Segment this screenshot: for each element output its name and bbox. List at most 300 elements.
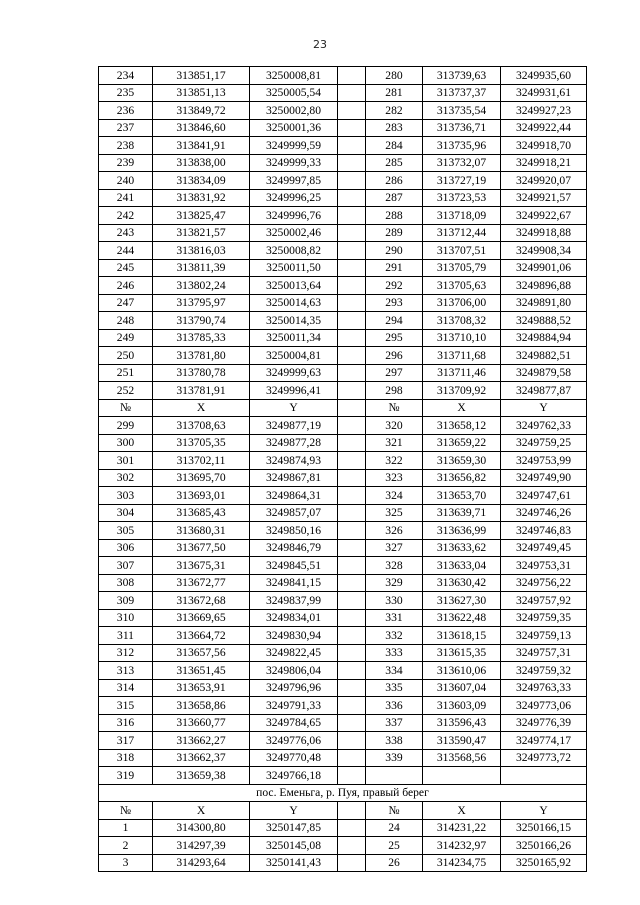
column-gap bbox=[338, 294, 366, 312]
table-row bbox=[99, 84, 587, 102]
header-row bbox=[99, 802, 587, 820]
point-number: 299 bbox=[99, 417, 153, 435]
x-coordinate: 313693,01 bbox=[153, 487, 250, 505]
point-number: 293 bbox=[366, 294, 423, 312]
x-coordinate: 313811,39 bbox=[153, 259, 250, 277]
x-coordinate: 313735,54 bbox=[423, 102, 501, 120]
y-coordinate: 3249877,28 bbox=[250, 434, 338, 452]
table-row bbox=[99, 189, 587, 207]
point-number: 234 bbox=[99, 67, 153, 85]
point-number: 238 bbox=[99, 137, 153, 155]
point-number: 318 bbox=[99, 749, 153, 767]
y-coordinate: 3249830,94 bbox=[250, 627, 338, 645]
point-number: 301 bbox=[99, 452, 153, 470]
y-coordinate: 3249931,61 bbox=[501, 84, 587, 102]
point-number: 320 bbox=[366, 417, 423, 435]
table-row bbox=[99, 819, 587, 837]
point-number: 315 bbox=[99, 697, 153, 715]
x-coordinate: 313737,37 bbox=[423, 84, 501, 102]
header-row bbox=[99, 399, 587, 417]
table-row bbox=[99, 539, 587, 557]
header-y: Y bbox=[501, 802, 587, 820]
y-coordinate: 3249882,51 bbox=[501, 347, 587, 365]
x-coordinate: 313636,99 bbox=[423, 522, 501, 540]
column-gap bbox=[338, 487, 366, 505]
header-x: X bbox=[423, 802, 501, 820]
x-coordinate: 313834,09 bbox=[153, 172, 250, 190]
point-number: 283 bbox=[366, 119, 423, 137]
point-number: 298 bbox=[366, 382, 423, 400]
x-coordinate: 313708,63 bbox=[153, 417, 250, 435]
table-row bbox=[99, 119, 587, 137]
x-coordinate: 313662,27 bbox=[153, 732, 250, 750]
x-coordinate: 313590,47 bbox=[423, 732, 501, 750]
point-number: 285 bbox=[366, 154, 423, 172]
x-coordinate: 313846,60 bbox=[153, 119, 250, 137]
section-caption: пос. Еменьга, р. Пуя, правый берег bbox=[99, 784, 587, 802]
y-coordinate: 3249822,45 bbox=[250, 644, 338, 662]
y-coordinate: 3250166,26 bbox=[501, 837, 587, 855]
column-gap bbox=[338, 469, 366, 487]
y-coordinate: 3250008,82 bbox=[250, 242, 338, 260]
point-number: 323 bbox=[366, 469, 423, 487]
point-number: 326 bbox=[366, 522, 423, 540]
table-row bbox=[99, 557, 587, 575]
table-row bbox=[99, 592, 587, 610]
table-row bbox=[99, 469, 587, 487]
point-number: 335 bbox=[366, 679, 423, 697]
point-number: 289 bbox=[366, 224, 423, 242]
y-coordinate: 3249922,67 bbox=[501, 207, 587, 225]
column-gap bbox=[338, 329, 366, 347]
y-coordinate: 3249999,33 bbox=[250, 154, 338, 172]
x-coordinate: 313633,62 bbox=[423, 539, 501, 557]
point-number: 294 bbox=[366, 312, 423, 330]
column-gap bbox=[338, 154, 366, 172]
x-coordinate: 313680,31 bbox=[153, 522, 250, 540]
y-coordinate: 3249857,07 bbox=[250, 504, 338, 522]
y-coordinate: 3249763,33 bbox=[501, 679, 587, 697]
column-gap bbox=[338, 207, 366, 225]
table-row bbox=[99, 347, 587, 365]
y-coordinate: 3249837,99 bbox=[250, 592, 338, 610]
point-number: 300 bbox=[99, 434, 153, 452]
column-gap bbox=[338, 697, 366, 715]
point-number: 328 bbox=[366, 557, 423, 575]
table-row bbox=[99, 767, 587, 785]
x-coordinate: 313659,38 bbox=[153, 767, 250, 785]
x-coordinate: 313653,70 bbox=[423, 487, 501, 505]
y-coordinate: 3249918,70 bbox=[501, 137, 587, 155]
page-number: 23 bbox=[313, 38, 327, 51]
table-row bbox=[99, 749, 587, 767]
y-coordinate: 3249867,81 bbox=[250, 469, 338, 487]
y-coordinate: 3249806,04 bbox=[250, 662, 338, 680]
y-coordinate: 3250014,35 bbox=[250, 312, 338, 330]
column-gap bbox=[338, 119, 366, 137]
y-coordinate: 3249996,41 bbox=[250, 382, 338, 400]
column-gap bbox=[338, 242, 366, 260]
y-coordinate: 3249747,61 bbox=[501, 487, 587, 505]
x-coordinate: 313639,71 bbox=[423, 504, 501, 522]
y-coordinate: 3250001,36 bbox=[250, 119, 338, 137]
y-coordinate: 3249776,39 bbox=[501, 714, 587, 732]
y-coordinate: 3249999,59 bbox=[250, 137, 338, 155]
point-number: 337 bbox=[366, 714, 423, 732]
point-number: 310 bbox=[99, 609, 153, 627]
column-gap bbox=[338, 627, 366, 645]
point-number: 251 bbox=[99, 364, 153, 382]
y-coordinate: 3249773,06 bbox=[501, 697, 587, 715]
x-coordinate: 313711,46 bbox=[423, 364, 501, 382]
point-number: 305 bbox=[99, 522, 153, 540]
y-coordinate: 3250166,15 bbox=[501, 819, 587, 837]
x-coordinate: 313630,42 bbox=[423, 574, 501, 592]
x-coordinate: 313711,68 bbox=[423, 347, 501, 365]
point-number: 296 bbox=[366, 347, 423, 365]
y-coordinate: 3249759,32 bbox=[501, 662, 587, 680]
point-number: 307 bbox=[99, 557, 153, 575]
column-gap bbox=[338, 382, 366, 400]
y-coordinate: 3249834,01 bbox=[250, 609, 338, 627]
x-coordinate: 313657,56 bbox=[153, 644, 250, 662]
column-gap bbox=[338, 399, 366, 417]
point-number: 304 bbox=[99, 504, 153, 522]
y-coordinate: 3249884,94 bbox=[501, 329, 587, 347]
table-row bbox=[99, 329, 587, 347]
x-coordinate: 313607,04 bbox=[423, 679, 501, 697]
table-row bbox=[99, 207, 587, 225]
x-coordinate: 313781,91 bbox=[153, 382, 250, 400]
point-number: 24 bbox=[366, 819, 423, 837]
point-number: 313 bbox=[99, 662, 153, 680]
table-row bbox=[99, 102, 587, 120]
table-row bbox=[99, 259, 587, 277]
table-row bbox=[99, 714, 587, 732]
point-number: 244 bbox=[99, 242, 153, 260]
point-number: 334 bbox=[366, 662, 423, 680]
y-coordinate: 3249996,25 bbox=[250, 189, 338, 207]
x-coordinate: 313707,51 bbox=[423, 242, 501, 260]
column-gap bbox=[338, 522, 366, 540]
x-coordinate: 313672,68 bbox=[153, 592, 250, 610]
point-number: 308 bbox=[99, 574, 153, 592]
x-coordinate: 313685,43 bbox=[153, 504, 250, 522]
x-coordinate: 313596,43 bbox=[423, 714, 501, 732]
point-number: 321 bbox=[366, 434, 423, 452]
table-row bbox=[99, 364, 587, 382]
y-coordinate: 3249922,44 bbox=[501, 119, 587, 137]
y-coordinate: 3250011,50 bbox=[250, 259, 338, 277]
y-coordinate: 3249996,76 bbox=[250, 207, 338, 225]
y-coordinate: 3250147,85 bbox=[250, 819, 338, 837]
point-number: 331 bbox=[366, 609, 423, 627]
column-gap bbox=[338, 364, 366, 382]
point-number: 332 bbox=[366, 627, 423, 645]
y-coordinate: 3249879,58 bbox=[501, 364, 587, 382]
column-gap bbox=[338, 714, 366, 732]
table-row bbox=[99, 154, 587, 172]
point-number: 338 bbox=[366, 732, 423, 750]
table-row bbox=[99, 277, 587, 295]
header-y: Y bbox=[250, 399, 338, 417]
y-coordinate: 3249927,23 bbox=[501, 102, 587, 120]
coordinates-table bbox=[98, 66, 587, 872]
column-gap bbox=[338, 749, 366, 767]
y-coordinate: 3250004,81 bbox=[250, 347, 338, 365]
x-coordinate: 313723,53 bbox=[423, 189, 501, 207]
point-number: 26 bbox=[366, 854, 423, 872]
header-number: № bbox=[99, 399, 153, 417]
column-gap bbox=[338, 259, 366, 277]
point-number: 237 bbox=[99, 119, 153, 137]
point-number: 311 bbox=[99, 627, 153, 645]
point-number: 290 bbox=[366, 242, 423, 260]
x-coordinate: 314300,80 bbox=[153, 819, 250, 837]
y-coordinate: 3249891,80 bbox=[501, 294, 587, 312]
point-number: 287 bbox=[366, 189, 423, 207]
y-coordinate: 3249999,63 bbox=[250, 364, 338, 382]
caption-row bbox=[99, 784, 587, 802]
point-number: 314 bbox=[99, 679, 153, 697]
x-coordinate: 313831,92 bbox=[153, 189, 250, 207]
x-coordinate: 313709,92 bbox=[423, 382, 501, 400]
y-coordinate: 3250013,64 bbox=[250, 277, 338, 295]
x-coordinate: 313851,17 bbox=[153, 67, 250, 85]
x-coordinate: 313664,72 bbox=[153, 627, 250, 645]
y-coordinate: 3249877,19 bbox=[250, 417, 338, 435]
column-gap bbox=[338, 609, 366, 627]
point-number: 327 bbox=[366, 539, 423, 557]
column-gap bbox=[338, 574, 366, 592]
x-coordinate: 313781,80 bbox=[153, 347, 250, 365]
header-number: № bbox=[366, 399, 423, 417]
x-coordinate: 313795,97 bbox=[153, 294, 250, 312]
point-number: 319 bbox=[99, 767, 153, 785]
x-coordinate: 313675,31 bbox=[153, 557, 250, 575]
point-number: 312 bbox=[99, 644, 153, 662]
column-gap bbox=[338, 592, 366, 610]
y-coordinate: 3250014,63 bbox=[250, 294, 338, 312]
x-coordinate: 313695,70 bbox=[153, 469, 250, 487]
point-number: 284 bbox=[366, 137, 423, 155]
column-gap bbox=[338, 277, 366, 295]
table-row bbox=[99, 137, 587, 155]
point-number: 240 bbox=[99, 172, 153, 190]
point-number: 317 bbox=[99, 732, 153, 750]
point-number: 280 bbox=[366, 67, 423, 85]
table-row bbox=[99, 854, 587, 872]
x-coordinate: 313659,30 bbox=[423, 452, 501, 470]
header-number: № bbox=[366, 802, 423, 820]
table-row bbox=[99, 294, 587, 312]
point-number: 250 bbox=[99, 347, 153, 365]
x-coordinate: 313736,71 bbox=[423, 119, 501, 137]
y-coordinate: 3249920,07 bbox=[501, 172, 587, 190]
x-coordinate: 313627,30 bbox=[423, 592, 501, 610]
y-coordinate: 3249776,06 bbox=[250, 732, 338, 750]
y-coordinate: 3249759,25 bbox=[501, 434, 587, 452]
table-row bbox=[99, 417, 587, 435]
y-coordinate: 3249841,15 bbox=[250, 574, 338, 592]
x-coordinate bbox=[423, 767, 501, 785]
x-coordinate: 313849,72 bbox=[153, 102, 250, 120]
table-row bbox=[99, 312, 587, 330]
point-number: 243 bbox=[99, 224, 153, 242]
column-gap bbox=[338, 819, 366, 837]
header-x: X bbox=[153, 802, 250, 820]
table-row bbox=[99, 732, 587, 750]
y-coordinate: 3249753,99 bbox=[501, 452, 587, 470]
x-coordinate: 313677,50 bbox=[153, 539, 250, 557]
y-coordinate: 3249759,35 bbox=[501, 609, 587, 627]
x-coordinate: 313622,48 bbox=[423, 609, 501, 627]
y-coordinate: 3249935,60 bbox=[501, 67, 587, 85]
table-row bbox=[99, 504, 587, 522]
point-number: 309 bbox=[99, 592, 153, 610]
y-coordinate: 3249759,13 bbox=[501, 627, 587, 645]
x-coordinate: 314297,39 bbox=[153, 837, 250, 855]
y-coordinate: 3249864,31 bbox=[250, 487, 338, 505]
point-number: 252 bbox=[99, 382, 153, 400]
column-gap bbox=[338, 854, 366, 872]
y-coordinate: 3250145,08 bbox=[250, 837, 338, 855]
column-gap bbox=[338, 504, 366, 522]
table-row bbox=[99, 242, 587, 260]
x-coordinate: 313672,77 bbox=[153, 574, 250, 592]
x-coordinate: 313790,74 bbox=[153, 312, 250, 330]
y-coordinate: 3249918,88 bbox=[501, 224, 587, 242]
y-coordinate: 3249770,48 bbox=[250, 749, 338, 767]
point-number: 333 bbox=[366, 644, 423, 662]
x-coordinate: 313659,22 bbox=[423, 434, 501, 452]
column-gap bbox=[338, 67, 366, 85]
point-number: 25 bbox=[366, 837, 423, 855]
table-row bbox=[99, 609, 587, 627]
x-coordinate: 313568,56 bbox=[423, 749, 501, 767]
y-coordinate: 3249746,83 bbox=[501, 522, 587, 540]
point-number: 288 bbox=[366, 207, 423, 225]
y-coordinate: 3249845,51 bbox=[250, 557, 338, 575]
table-row bbox=[99, 382, 587, 400]
y-coordinate: 3250165,92 bbox=[501, 854, 587, 872]
point-number: 249 bbox=[99, 329, 153, 347]
column-gap bbox=[338, 557, 366, 575]
point-number: 3 bbox=[99, 854, 153, 872]
point-number: 2 bbox=[99, 837, 153, 855]
x-coordinate: 313603,09 bbox=[423, 697, 501, 715]
point-number: 282 bbox=[366, 102, 423, 120]
table-row bbox=[99, 67, 587, 85]
y-coordinate: 3249749,90 bbox=[501, 469, 587, 487]
column-gap bbox=[338, 102, 366, 120]
x-coordinate: 313739,63 bbox=[423, 67, 501, 85]
header-y: Y bbox=[501, 399, 587, 417]
point-number: 235 bbox=[99, 84, 153, 102]
column-gap bbox=[338, 137, 366, 155]
table-row bbox=[99, 574, 587, 592]
point-number: 248 bbox=[99, 312, 153, 330]
point-number: 247 bbox=[99, 294, 153, 312]
table-row bbox=[99, 452, 587, 470]
point-number: 306 bbox=[99, 539, 153, 557]
y-coordinate: 3250002,46 bbox=[250, 224, 338, 242]
point-number: 302 bbox=[99, 469, 153, 487]
x-coordinate: 313712,44 bbox=[423, 224, 501, 242]
y-coordinate: 3249762,33 bbox=[501, 417, 587, 435]
y-coordinate: 3250008,81 bbox=[250, 67, 338, 85]
point-number: 241 bbox=[99, 189, 153, 207]
y-coordinate: 3249749,45 bbox=[501, 539, 587, 557]
x-coordinate: 313718,09 bbox=[423, 207, 501, 225]
column-gap bbox=[338, 417, 366, 435]
x-coordinate: 313732,07 bbox=[423, 154, 501, 172]
y-coordinate: 3249921,57 bbox=[501, 189, 587, 207]
x-coordinate: 313651,45 bbox=[153, 662, 250, 680]
column-gap bbox=[338, 644, 366, 662]
column-gap bbox=[338, 452, 366, 470]
x-coordinate: 313727,19 bbox=[423, 172, 501, 190]
y-coordinate: 3249877,87 bbox=[501, 382, 587, 400]
x-coordinate: 313702,11 bbox=[153, 452, 250, 470]
column-gap bbox=[338, 679, 366, 697]
point-number: 1 bbox=[99, 819, 153, 837]
y-coordinate: 3249773,72 bbox=[501, 749, 587, 767]
point-number: 330 bbox=[366, 592, 423, 610]
x-coordinate: 313841,91 bbox=[153, 137, 250, 155]
header-x: X bbox=[153, 399, 250, 417]
x-coordinate: 313706,00 bbox=[423, 294, 501, 312]
y-coordinate: 3249753,31 bbox=[501, 557, 587, 575]
table-row bbox=[99, 224, 587, 242]
y-coordinate: 3249746,26 bbox=[501, 504, 587, 522]
y-coordinate: 3249846,79 bbox=[250, 539, 338, 557]
column-gap bbox=[338, 837, 366, 855]
y-coordinate: 3249774,17 bbox=[501, 732, 587, 750]
y-coordinate: 3250002,80 bbox=[250, 102, 338, 120]
header-number: № bbox=[99, 802, 153, 820]
point-number: 291 bbox=[366, 259, 423, 277]
x-coordinate: 313705,79 bbox=[423, 259, 501, 277]
point-number: 329 bbox=[366, 574, 423, 592]
column-gap bbox=[338, 224, 366, 242]
y-coordinate: 3250141,43 bbox=[250, 854, 338, 872]
x-coordinate: 313660,77 bbox=[153, 714, 250, 732]
point-number: 286 bbox=[366, 172, 423, 190]
x-coordinate: 313658,86 bbox=[153, 697, 250, 715]
table-row bbox=[99, 522, 587, 540]
y-coordinate: 3249901,06 bbox=[501, 259, 587, 277]
table-row bbox=[99, 627, 587, 645]
x-coordinate: 313615,35 bbox=[423, 644, 501, 662]
point-number: 245 bbox=[99, 259, 153, 277]
point-number: 246 bbox=[99, 277, 153, 295]
x-coordinate: 313708,32 bbox=[423, 312, 501, 330]
x-coordinate: 313705,63 bbox=[423, 277, 501, 295]
x-coordinate: 314231,22 bbox=[423, 819, 501, 837]
point-number: 325 bbox=[366, 504, 423, 522]
x-coordinate: 314232,97 bbox=[423, 837, 501, 855]
x-coordinate: 314234,75 bbox=[423, 854, 501, 872]
column-gap bbox=[338, 172, 366, 190]
x-coordinate: 313653,91 bbox=[153, 679, 250, 697]
y-coordinate bbox=[501, 767, 587, 785]
point-number: 336 bbox=[366, 697, 423, 715]
y-coordinate: 3249918,21 bbox=[501, 154, 587, 172]
x-coordinate: 313669,65 bbox=[153, 609, 250, 627]
x-coordinate: 313633,04 bbox=[423, 557, 501, 575]
y-coordinate: 3250005,54 bbox=[250, 84, 338, 102]
